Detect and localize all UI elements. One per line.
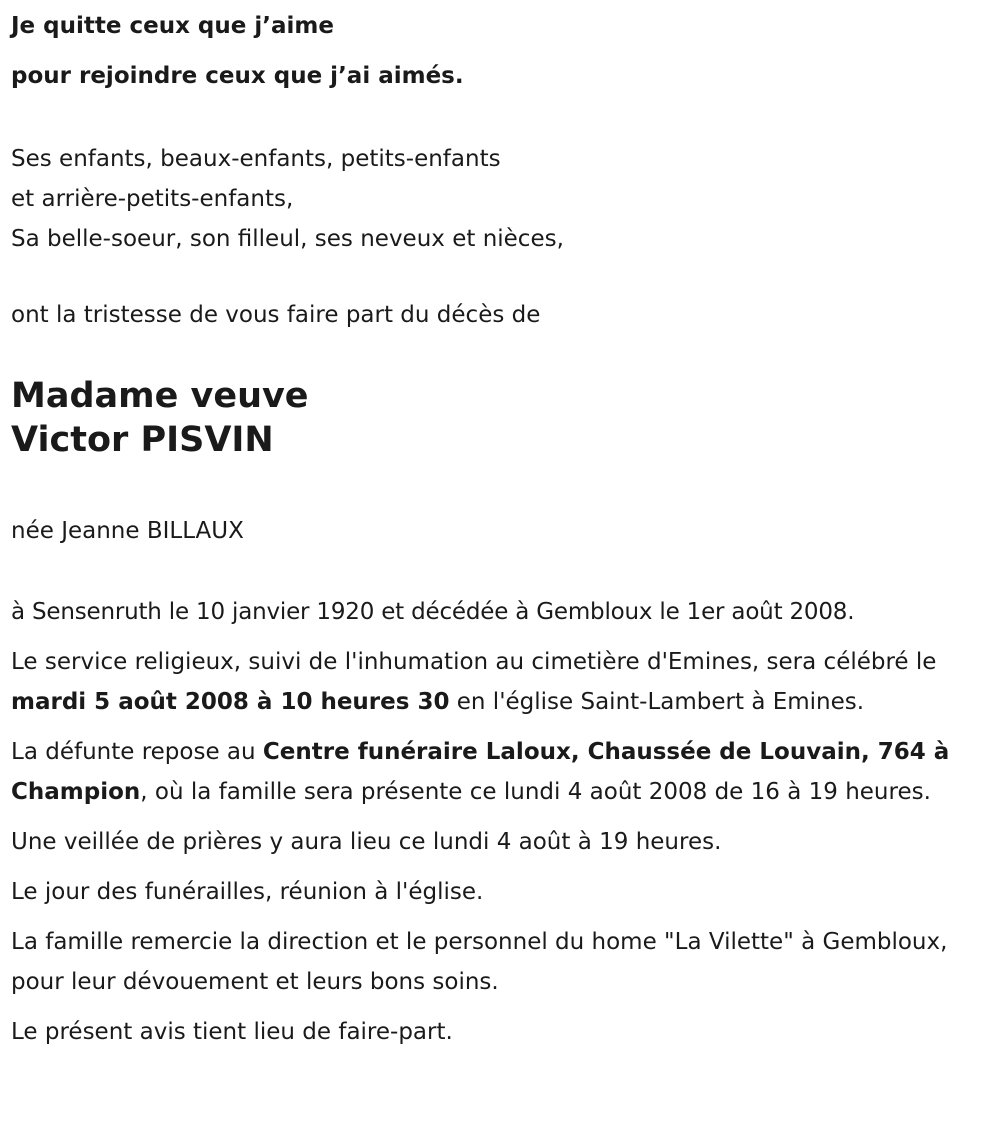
- quote-line-1: Je quitte ceux que j’aime: [11, 13, 334, 39]
- funeral-details: [11, 592, 996, 1062]
- quote-line-2: pour rejoindre ceux que j’ai aimés.: [11, 63, 464, 89]
- rest-place: Centre funéraire Laloux, Chaussée de Louvain, 764 à Champion: [11, 739, 950, 805]
- family-line-3: Sa belle-soeur, son filleul, ses neveux et nièces,: [11, 226, 564, 252]
- birth-death-info: à Sensenruth le 10 janvier 1920 et décédée à Gembloux le 1er août 2008.: [11, 599, 855, 625]
- meeting-info: Le jour des funérailles, réunion à l'église.: [11, 879, 484, 905]
- thanks-info: La famille remercie la direction et le personnel du home "La Vilette" à Gembloux, pour leur dévouement et leurs bons soins.: [11, 929, 948, 995]
- deceased-name-line-1: Madame veuve: [11, 376, 309, 416]
- deceased-name-line-2: Victor PISVIN: [11, 420, 274, 460]
- rest-text-1: La défunte repose au: [11, 739, 263, 765]
- rest-text-2: , où la famille sera présente ce lundi 4 août 2008 de 16 à 19 heures.: [140, 779, 931, 805]
- family-list: [11, 139, 564, 259]
- birth-name: née Jeanne BILLAUX: [11, 518, 244, 544]
- service-text-1: Le service religieux, suivi de l'inhumation au cimetière d'Emines, sera célébré le: [11, 649, 937, 675]
- rest-info: [11, 732, 996, 812]
- deceased-name: [11, 374, 309, 462]
- service-date: mardi 5 août 2008 à 10 heures 30: [11, 689, 450, 715]
- service-text-2: en l'église Saint-Lambert à Emines.: [449, 689, 865, 715]
- notice-info: Le présent avis tient lieu de faire-part.: [11, 1019, 453, 1045]
- vigil-info: Une veillée de prières y aura lieu ce lundi 4 août à 19 heures.: [11, 829, 722, 855]
- family-line-1: Ses enfants, beaux-enfants, petits-enfants: [11, 146, 501, 172]
- announcement-text: ont la tristesse de vous faire part du décès de: [11, 302, 541, 328]
- family-line-2: et arrière-petits-enfants,: [11, 186, 294, 212]
- service-info: [11, 642, 996, 722]
